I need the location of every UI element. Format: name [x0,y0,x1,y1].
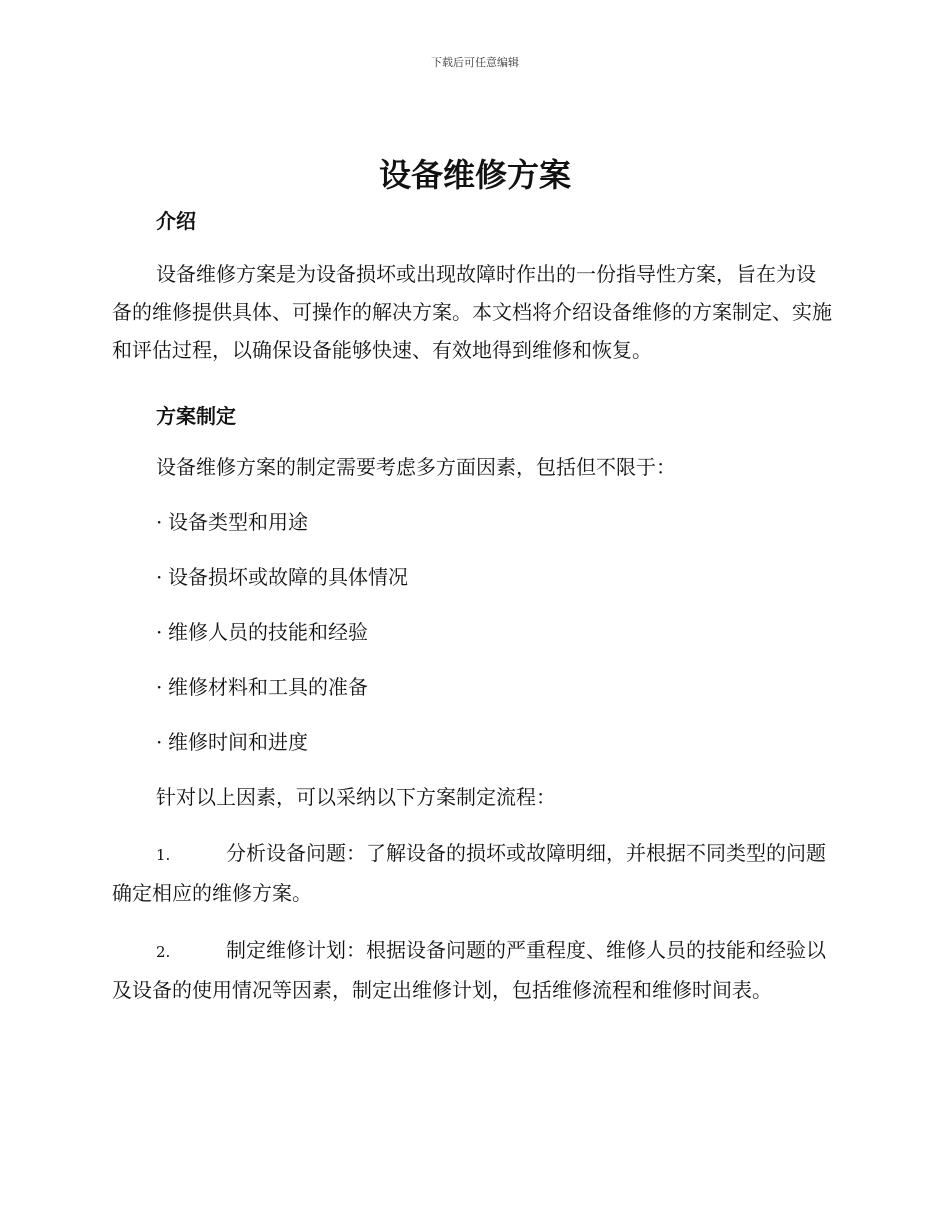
list-item [156,617,368,647]
step-text: 分析设备问题：了解设备的损坏或故障明细，并根据不同类型的问题确定相应的维修方案。 [112,841,826,905]
bullet-dot-icon: · [156,510,163,534]
bullet-dot-icon: · [156,620,163,644]
intro-paragraph [112,255,832,369]
document-title: 设备维修方案 [378,156,571,194]
header-note: 下载后可任意编辑 [431,56,519,69]
section-heading-intro: 介绍 [156,209,196,233]
list-item-text: 维修时间和进度 [168,730,308,754]
bullet-dot-icon: · [156,730,163,754]
section-heading-plan: 方案制定 [156,404,236,428]
list-item-text: 维修人员的技能和经验 [168,620,368,644]
bullet-dot-icon: · [156,675,163,699]
step-number: 1. [156,846,171,864]
step-item [112,931,832,1009]
list-item [156,727,308,757]
list-item-text: 维修材料和工具的准备 [168,675,368,699]
step-item [112,834,832,912]
list-item [156,562,408,592]
step-text: 制定维修计划：根据设备问题的严重程度、维修人员的技能和经验以及设备的使用情况等因素，制定出维修计划，包括维修流程和维修时间表。 [112,938,826,1002]
list-item [156,672,368,702]
list-item-text: 设备类型和用途 [168,510,308,534]
plan-lead-text: 设备维修方案的制定需要考虑多方面因素，包括但不限于： [156,455,676,479]
bullet-dot-icon: · [156,565,163,589]
list-item [156,507,308,537]
list-item-text: 设备损坏或故障的具体情况 [168,565,408,589]
intro-paragraph-text: 设备维修方案是为设备损坏或出现故障时作出的一份指导性方案，旨在为设备的维修提供具体、可操作的解决方案。本文档将介绍设备维修的方案制定、实施和评估过程，以确保设备能够快速、有效地得到维修和恢复。 [112,262,832,362]
flow-lead-text: 针对以上因素，可以采纳以下方案制定流程： [156,785,556,809]
step-number: 2. [156,943,171,961]
